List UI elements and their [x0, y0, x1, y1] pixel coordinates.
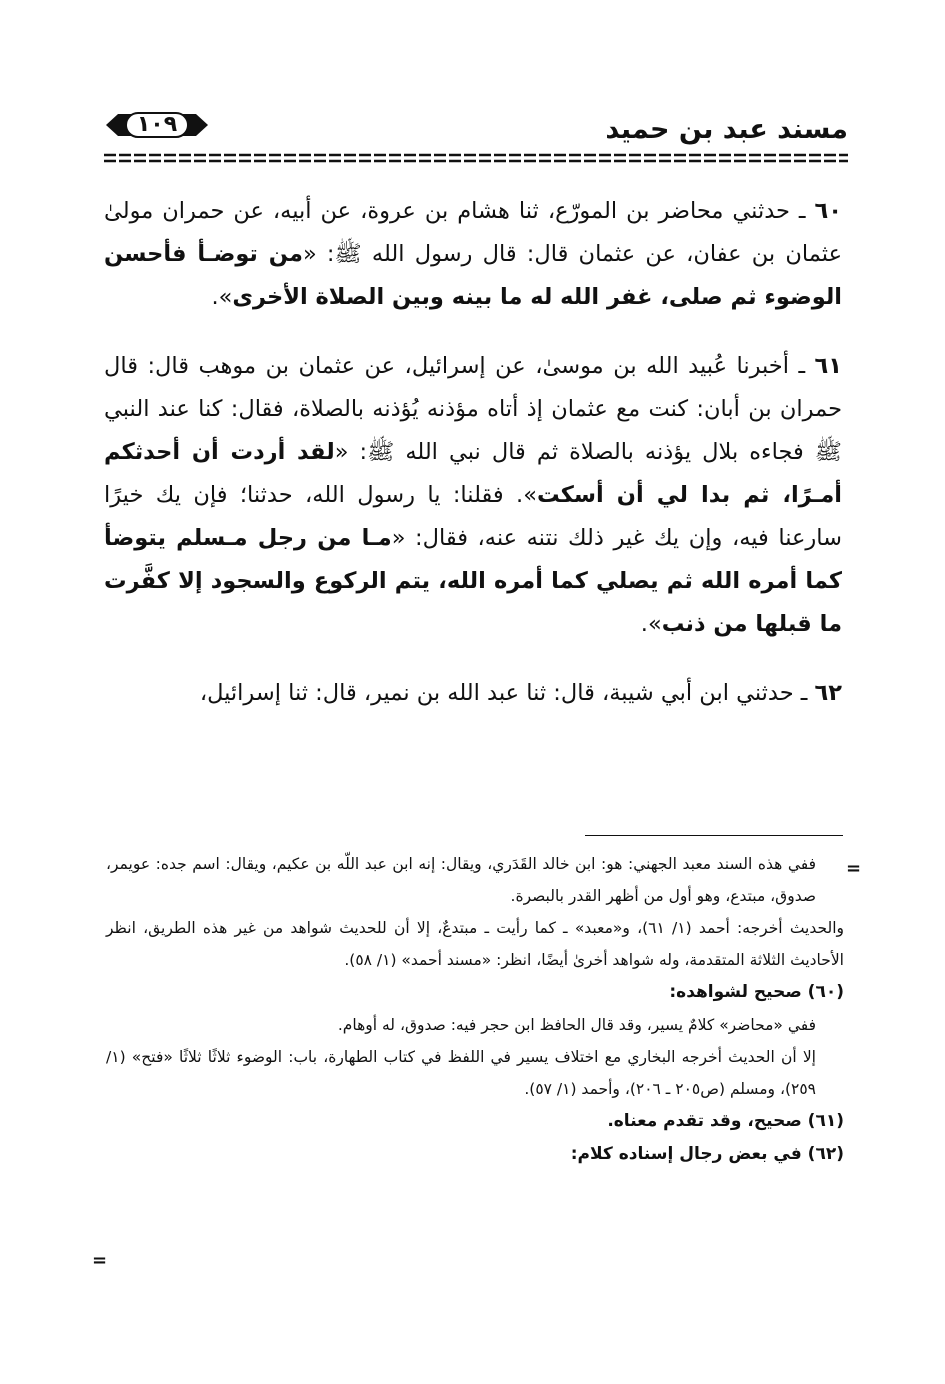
hadith-paragraph: [104, 672, 842, 715]
footnote-paragraph: ففي هذه السند معبد الجهني: هو: ابن خالد القَدَري، ويقال: إنه ابن عبد اللّه بن عكيم، ويقال: اسم جده: عويمر، صدوق، مبتدع، وهو أول من أظهر القدر بالبصرة.: [106, 855, 816, 905]
footnote-heading: (٦٢) في بعض رجال إسناده كلام:: [570, 1144, 844, 1164]
hadith-narration: ».: [211, 284, 233, 310]
footnote-end-marker: =: [92, 1250, 108, 1271]
footnote-paragraph: ففي «محاضر» كلامٌ يسير، وقد قال الحافظ ابن حجر فيه: صدوق، له أوهام.: [337, 1016, 816, 1034]
hadith-text: [104, 190, 842, 741]
hadith-quote: لقد أردت أن أحدثكم أمـرًا، ثم بدا لي أن أسكت: [104, 439, 842, 508]
page-number-badge: [104, 108, 210, 142]
hadith-narration: ـ حدثني محاضر بن المورّع، ثنا هشام بن عروة، عن أبيه، عن حمران مولىٰ عثمان بن عفان، عن عثمان قال: قال رسول الله ﷺ: «: [104, 198, 842, 267]
footnote-heading: (٦٠) صحيح لشواهده:: [669, 982, 844, 1002]
footnote-paragraph: إلا أن الحديث أخرجه البخاري مع اختلاف يسير في اللفظ في كتاب الطهارة، باب: الوضوء ثلاثًا ثلاثًا «فتح» (١/ ٢٥٩)، ومسلم (ص٢٠٥ ـ ٢٠٦)، وأحمد (١/ ٥٧).: [106, 1048, 816, 1098]
hadith-narration: ـ حدثني ابن أبي شيبة، قال: ثنا عبد الله بن نمير، قال: ثنا إسرائيل،: [199, 680, 808, 706]
footnote-paragraph: والحديث أخرجه: أحمد (١/ ٦١)، و«معبد» ـ كما رأيت ـ مبتدعٌ، إلا أن للحديث شواهد من غير هذه الطريق، انظر الأحاديث الثلاثة المتقدمة، وله شواهد أخرىٰ أيضًا، انظر: «مسند أحمد» (١/ ٥٨).: [106, 919, 845, 969]
hadith-number: ٦٠: [814, 198, 842, 224]
page-number: ١٠٩: [136, 112, 178, 137]
hadith-number: ٦١: [814, 353, 842, 379]
hadith-number: ٦٢: [814, 680, 842, 706]
hadith-narration: ـ أخبرنا عُبيد الله بن موسىٰ، عن إسرائيل، عن عثمان بن موهب قال: قال حمران بن أبان: كنت مع عثمان إذ أتاه مؤذنه يُؤذنه بالصلاة، فقال: كنا عند النبي ﷺ فجاءه بلال يؤذنه بالصلاة ثم قال نبي الله ﷺ: «: [104, 353, 842, 465]
footnote-heading: (٦١) صحيح، وقد تقدم معناه.: [607, 1111, 844, 1131]
hadith-quote: من توضـأ فأحسن الوضوء ثم صلى، غفر الله له ما بينه وبين الصلاة الأخرى: [104, 241, 842, 310]
hadith-quote: مـا من رجل مـسلم يتوضأ كما أمره الله ثم يصلي كما أمره الله، يتم الركوع والسجود إلا كفَّرت ما قبلها من ذنب: [104, 525, 842, 637]
page-header: [104, 100, 848, 160]
hadith-paragraph: [104, 190, 842, 319]
hadith-paragraph: [104, 345, 842, 646]
footnote-continuation-marker: =: [846, 858, 862, 879]
hadith-narration: ». فقلنا: يا رسول الله، حدثنا؛ فإن يك خيرًا سارعنا فيه، وإن يك غير ذلك نتنه عنه، فقال: «: [104, 482, 843, 551]
footnotes: [106, 848, 844, 1171]
header-divider: [104, 152, 848, 164]
footnote-separator: [585, 835, 843, 836]
hadith-narration: ».: [640, 611, 662, 637]
book-title: مسند عبد بن حميد: [605, 114, 848, 145]
